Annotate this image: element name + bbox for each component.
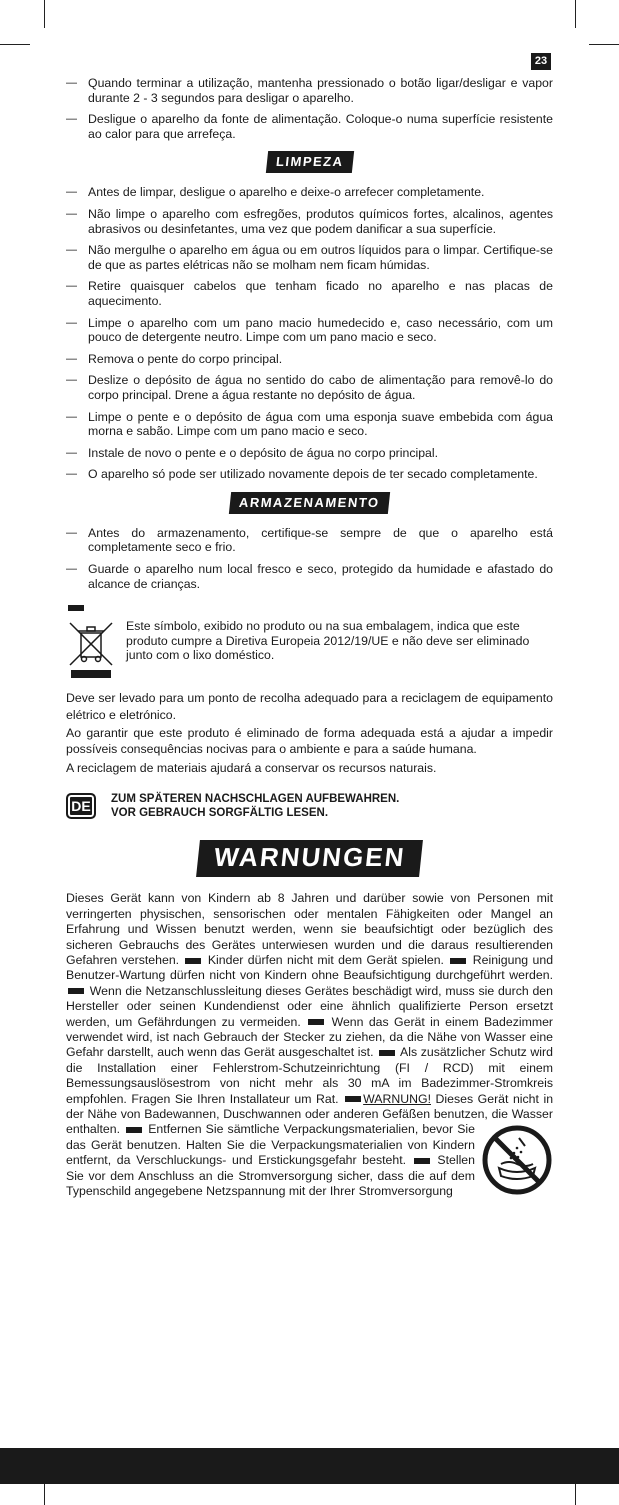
list-item: — Não mergulhe o aparelho em água ou em outros líquidos para o limpar. Certifique-se de que as partes elétricas não se molham nem ficam húmidas. <box>66 243 553 272</box>
warning-sentence: Stellen Sie vor dem Anschluss an die Stromversorgung sicher, dass die auf dem Typenschild angegebene Netzspannung mit der Ihrer Stromversorgung <box>66 1153 475 1198</box>
separator-bar <box>68 988 84 994</box>
de-language-header <box>66 792 553 820</box>
bullet-bar <box>68 605 84 611</box>
intro-list <box>66 76 553 141</box>
language-badge: DE <box>66 793 96 819</box>
crop-mark <box>44 0 45 28</box>
warning-sentence: Wenn das Gerät in einem Badezimmer verwendet wird, ist nach Gebrauch der Stecker zu ziehen, da die Nähe von Wasser eine Gefahr darstellt, auch wenn das Gerät ausgeschaltet ist. <box>66 1014 554 1060</box>
footer-bar <box>0 1448 619 1484</box>
armazenamento-list <box>66 526 553 591</box>
list-item: — Antes de limpar, desligue o aparelho e deixe-o arrefecer completamente. <box>66 185 553 200</box>
warning-sentence: Als zusätzlicher Schutz wird die Installation einer Fehlerstrom-Schutzeinrichtung (FI / RCD) mit einem Bemessungsauslösestrom von nicht mehr als 30 mA im Badezimmer-Stromkreis empfohlen. Fragen Sie Ihren Installateur um Rat. <box>66 1045 553 1106</box>
separator-bar <box>450 958 466 964</box>
crop-mark <box>0 44 30 45</box>
warning-sentence: Reinigung und Benutzer-Wartung dürfen nicht von Kindern ohne Beaufsichtigung durchgeführt werden. <box>66 952 554 983</box>
warning-sentence: Entfernen Sie sämtliche Verpackungsmaterialien, bevor Sie das Gerät benutzen. Halten Sie die Verpackungsmaterialien von Kindern entfernt, da Verschluckungs- und Erstickungsgefahr besteht. <box>66 1122 475 1168</box>
crossed-out-bin-icon <box>66 619 122 684</box>
list-item: — Deslize o depósito de água no sentido do cabo de alimentação para removê-lo do corpo principal. Drene a água restante no depósito de água. <box>66 373 553 402</box>
list-item: — Guarde o aparelho num local fresco e seco, protegido da humidade e afastado do alcance de crianças. <box>66 562 553 591</box>
warning-sentence: Dieses Gerät kann von Kindern ab 8 Jahren und darüber sowie von Personen mit verringerten physischen, sensorischen oder mentalen Fähigkeiten oder Mangel an Erfahrung und Wissen benutzt werden, wenn sie beaufsichtigt oder bezüglich des sicheren Gebrauchs des Gerätes unterwiesen wurden und die daraus resultierenden Gefahren verstehen. <box>66 891 553 967</box>
de-notice <box>111 792 399 820</box>
list-item: — Remova o pente do corpo principal. <box>66 352 553 367</box>
list-item: — Desligue o aparelho da fonte de alimentação. Coloque-o numa superfície resistente ao calor para que arrefeça. <box>66 112 553 141</box>
warning-label: WARNUNG! <box>363 1091 431 1106</box>
separator-bar <box>308 1019 324 1025</box>
weee-paragraph: Deve ser levado para um ponto de recolha adequado para a reciclagem de equipamento elétrico e eletrónico. <box>66 691 553 722</box>
list-item: — Quando terminar a utilização, mantenha pressionado o botão ligar/desligar e vapor durante 2 - 3 segundos para desligar o aparelho. <box>66 76 553 105</box>
warnungen-text <box>66 891 553 1199</box>
no-bath-water-icon <box>481 1124 553 1196</box>
warnungen-title: WARNUNGEN <box>196 840 423 877</box>
separator-bar <box>414 1158 430 1164</box>
weee-paragraph: Ao garantir que este produto é eliminado de forma adequada está a ajudar a impedir possíveis consequências nocivas para o ambiente e para a saúde humana. <box>66 726 553 757</box>
separator-bar <box>379 1050 395 1056</box>
warning-sentence: Dieses Gerät nicht in der Nähe von Badewannen, Duschwannen oder anderen Gefäßen benutzen, die Wasser enthalten. <box>66 1091 554 1137</box>
list-item: — Limpe o pente e o depósito de água com uma esponja suave embebida com água morna e sabão. Limpe com um pano macio e seco. <box>66 410 553 439</box>
de-notice-line: ZUM SPÄTEREN NACHSCHLAGEN AUFBEWAHREN. <box>111 793 400 806</box>
separator-bar <box>345 1096 361 1102</box>
weee-block <box>66 619 553 684</box>
page-number: 23 <box>531 53 551 70</box>
limpeza-heading <box>66 151 553 173</box>
list-item: — Antes do armazenamento, certifique-se sempre de que o aparelho está completamente seco e frio. <box>66 526 553 555</box>
limpeza-list <box>66 185 553 482</box>
armazenamento-heading <box>66 492 553 514</box>
list-item: — Instale de novo o pente e o depósito de água no corpo principal. <box>66 446 553 461</box>
limpeza-title: LIMPEZA <box>266 151 354 173</box>
page-content <box>66 76 553 1199</box>
list-item: — Retire quaisquer cabelos que tenham ficado no aparelho e nas placas de aquecimento. <box>66 279 553 308</box>
warnungen-heading <box>66 840 553 877</box>
warning-sentence: Kinder dürfen nicht mit dem Gerät spielen. <box>207 952 444 967</box>
warning-sentence: Wenn die Netzanschlussleitung dieses Gerätes beschädigt wird, muss sie durch den Hersteller oder seinen Kundendienst oder eine ähnlich qualifizierte Person ersetzt werden, um Gefährdungen zu vermeiden. <box>66 983 553 1029</box>
separator-bar <box>185 958 201 964</box>
weee-description: Este símbolo, exibido no produto ou na sua embalagem, indica que este produto cumpre a Diretiva Europeia 2012/19/UE e não deve ser eliminado junto com o lixo doméstico. <box>126 619 530 663</box>
separator-bar <box>126 1127 142 1133</box>
weee-paragraph: A reciclagem de materiais ajudará a conservar os recursos naturais. <box>66 760 437 775</box>
crop-mark <box>575 0 576 28</box>
armazenamento-title: ARMAZENAMENTO <box>229 492 390 514</box>
list-item: — O aparelho só pode ser utilizado novamente depois de ter secado completamente. <box>66 467 553 482</box>
list-item: — Limpe o aparelho com um pano macio humedecido e, caso necessário, com um pouco de detergente neutro. Limpe com um pano macio e seco. <box>66 316 553 345</box>
de-notice-line: VOR GEBRAUCH SORGFÄLTIG LESEN. <box>111 807 329 820</box>
list-item: — Não limpe o aparelho com esfregões, produtos químicos fortes, alcalinos, agentes abrasivos ou desinfetantes, uma vez que podem danificar a sua superfície. <box>66 207 553 236</box>
crop-mark <box>589 44 619 45</box>
